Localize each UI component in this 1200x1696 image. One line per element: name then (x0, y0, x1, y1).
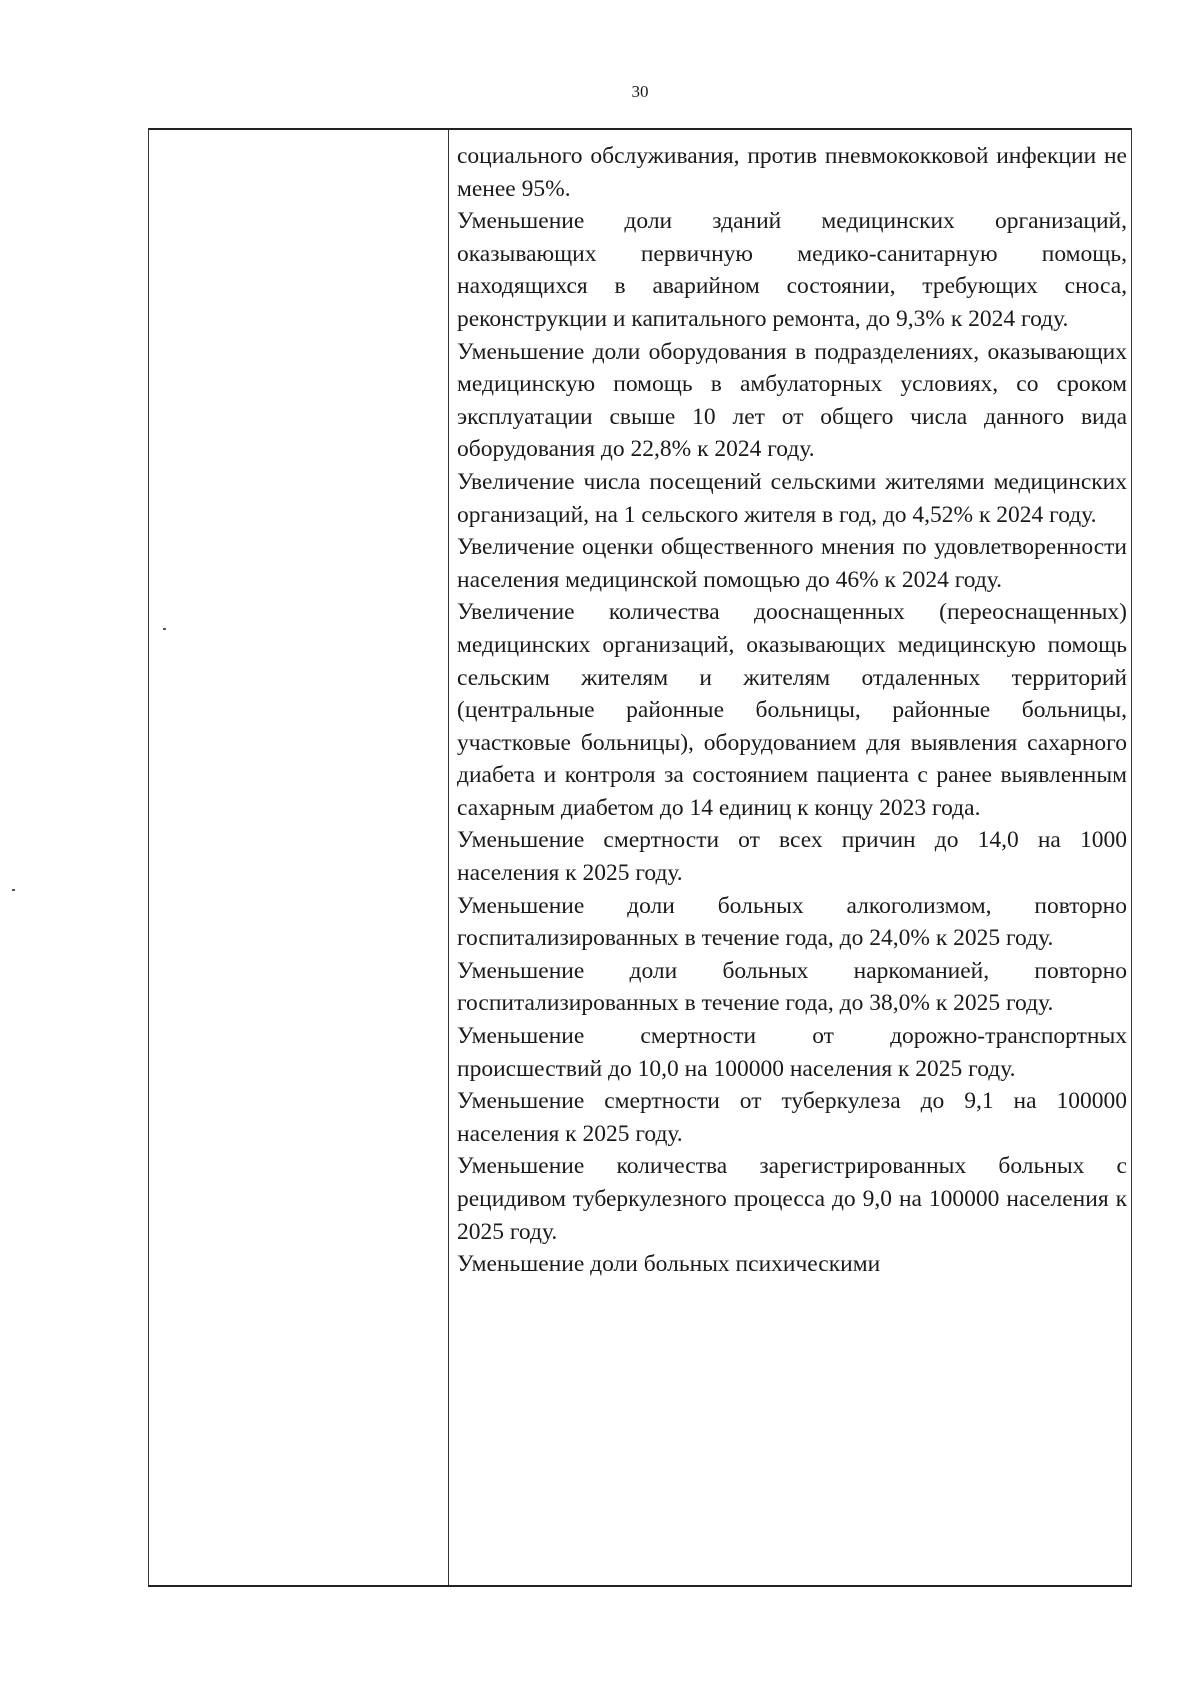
paragraph-drug-addiction: Уменьшение доли больных наркоманией, повторно госпитализированных в течение года, до 38,0% к 2025 году. (457, 957, 1127, 1017)
paragraph-road-accidents: Уменьшение смертности от дорожно-транспортных происшествий до 10,0 на 100000 населения к 2025 году. (457, 1023, 1127, 1082)
paragraph-equipment-age: Уменьшение доли оборудования в подразделениях, оказывающих медицинскую помощь в амбулаторных условиях, со сроком эксплуатации свыше 10 лет от общего числа данного вида оборудования до 22,8% к 2024 году. (457, 338, 1127, 463)
paragraph-diabetes-equipment: Увеличение количества дооснащенных (переоснащенных) медицинских организаций, оказывающих медицинскую помощь сельским жителям и жителям отдаленных территорий (центральные районные больницы, районные больницы, участковые больницы), оборудованием для выявления сахарного диабета и контроля за состоянием пациента с ранее выявленным сахарным диабетом до 14 единиц к концу 2023 года. (457, 599, 1127, 821)
paragraph-tuberculosis-relapse: Уменьшение количества зарегистрированных больных с рецидивом туберкулезного процесса до 9,0 на 100000 населения к 2025 году. (457, 1153, 1127, 1245)
scan-dot-lower (12, 889, 15, 891)
document-table (148, 128, 1132, 1587)
paragraph-alcoholism: Уменьшение доли больных алкоголизмом, повторно госпитализированных в течение года, до 24,0% к 2025 году. (457, 892, 1127, 952)
paragraph-tuberculosis-mortality: Уменьшение смертности от туберкулеза до 9,1 на 100000 населения к 2025 году. (457, 1088, 1127, 1147)
paragraph-public-satisfaction: Увеличение оценки общественного мнения по удовлетворенности населения медицинской помощью до 46% к 2024 году. (457, 534, 1127, 593)
paragraph-rural-visits: Увеличение числа посещений сельскими жителями медицинских организаций, на 1 сельского жителя в год, до 4,52% к 2024 году. (457, 468, 1127, 528)
table-right-cell (449, 130, 1131, 1585)
paragraph-all-cause-mortality: Уменьшение смертности от всех причин до 14,0 на 1000 населения к 2025 году. (457, 827, 1127, 887)
table-left-cell (149, 130, 449, 1585)
paragraph-buildings-emergency: Уменьшение доли зданий медицинских организаций, оказывающих первичную медико-санитарную помощь, находящихся в аварийном состоянии, требующих сноса, реконструкции и капитального ремонта, до 9,3% к 2024 году. (457, 208, 1127, 332)
page-number: 30 (631, 82, 649, 101)
paragraph-mental-illness: Уменьшение доли больных психическими (457, 1251, 881, 1278)
paragraph-vaccination-coverage: социального обслуживания, против пневмококковой инфекции не менее 95%. (457, 143, 1127, 202)
scan-dot-upper (163, 628, 166, 630)
